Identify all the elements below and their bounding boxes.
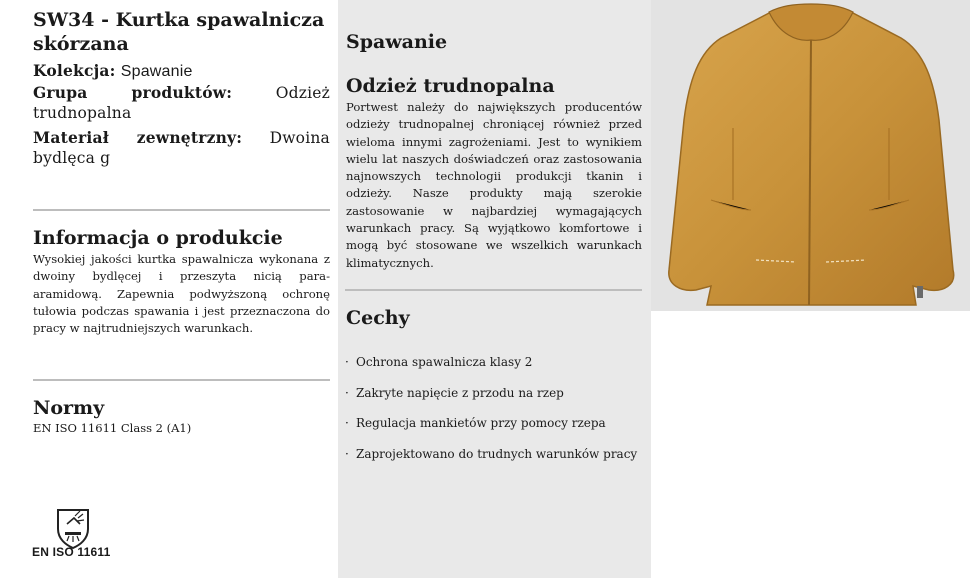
list-item: · Regulacja mankietów przy pomocy rzepa <box>345 416 606 430</box>
spec-product-group-value: Odzież trudnopalna <box>33 84 330 122</box>
spec-outer-material-label: Materiał zewnętrzny: <box>33 128 243 147</box>
list-item: · Zaprojektowano do trudnych warunków pracy <box>345 446 638 461</box>
features-heading: Cechy <box>346 307 410 329</box>
norms-heading: Normy <box>33 397 105 419</box>
divider <box>33 379 330 381</box>
list-item: · Ochrona spawalnicza klasy 2 <box>345 355 533 369</box>
spec-outer-material-value: Dwoina bydlęca g <box>33 129 330 167</box>
fr-text: Portwest należy do największych producentów odzieży trudnopalnej chroniącej również przed wieloma innymi zagrożeniami. Jest to wynikiem wielu lat naszych doświadczeń oraz zastosowania najnowszych technologii produkcji tkanin i odzieży. Nasze produkty mają szerokie zastosowanie w najbardziej wymagających warunkach pracy. Są wyjątkowo komfortowe i mogą być stosowane we wszelkich warunkach klimatycznych. <box>346 100 642 270</box>
norms-text: EN ISO 11611 Class 2 (A1) <box>33 421 192 435</box>
spec-collection <box>33 61 330 82</box>
spec-collection-label: Kolekcja: <box>33 61 116 80</box>
info-text: Wysokiej jakości kurtka spawalnicza wykonana z dwoiny bydlęcej i przeszyta nicią para-aramidową. Zapewnia podwyższoną ochronę tułowia podczas spawania i jest przeznaczona do pracy w najtrudniejszych warunkach. <box>33 252 330 336</box>
spec-outer-material <box>33 128 330 168</box>
leather-welding-jacket-image <box>651 0 970 311</box>
product-image <box>651 0 970 311</box>
spec-product-group-label: Grupa produktów: <box>33 83 233 102</box>
info-heading: Informacja o produkcie <box>33 227 283 249</box>
spec-product-group <box>33 83 330 123</box>
divider <box>33 209 330 211</box>
divider <box>345 289 642 291</box>
spec-collection-value: Spawanie <box>120 63 193 80</box>
product-title: SW34 - Kurtka spawalnicza skórzana <box>33 9 325 55</box>
features-list <box>345 353 645 475</box>
fr-heading: Odzież trudnopalna <box>346 75 555 97</box>
badge-label: EN ISO 11611 <box>32 545 111 559</box>
list-item: · Zakryte napięcie z przodu na rzep <box>345 385 564 400</box>
section-title: Spawanie <box>346 31 448 53</box>
